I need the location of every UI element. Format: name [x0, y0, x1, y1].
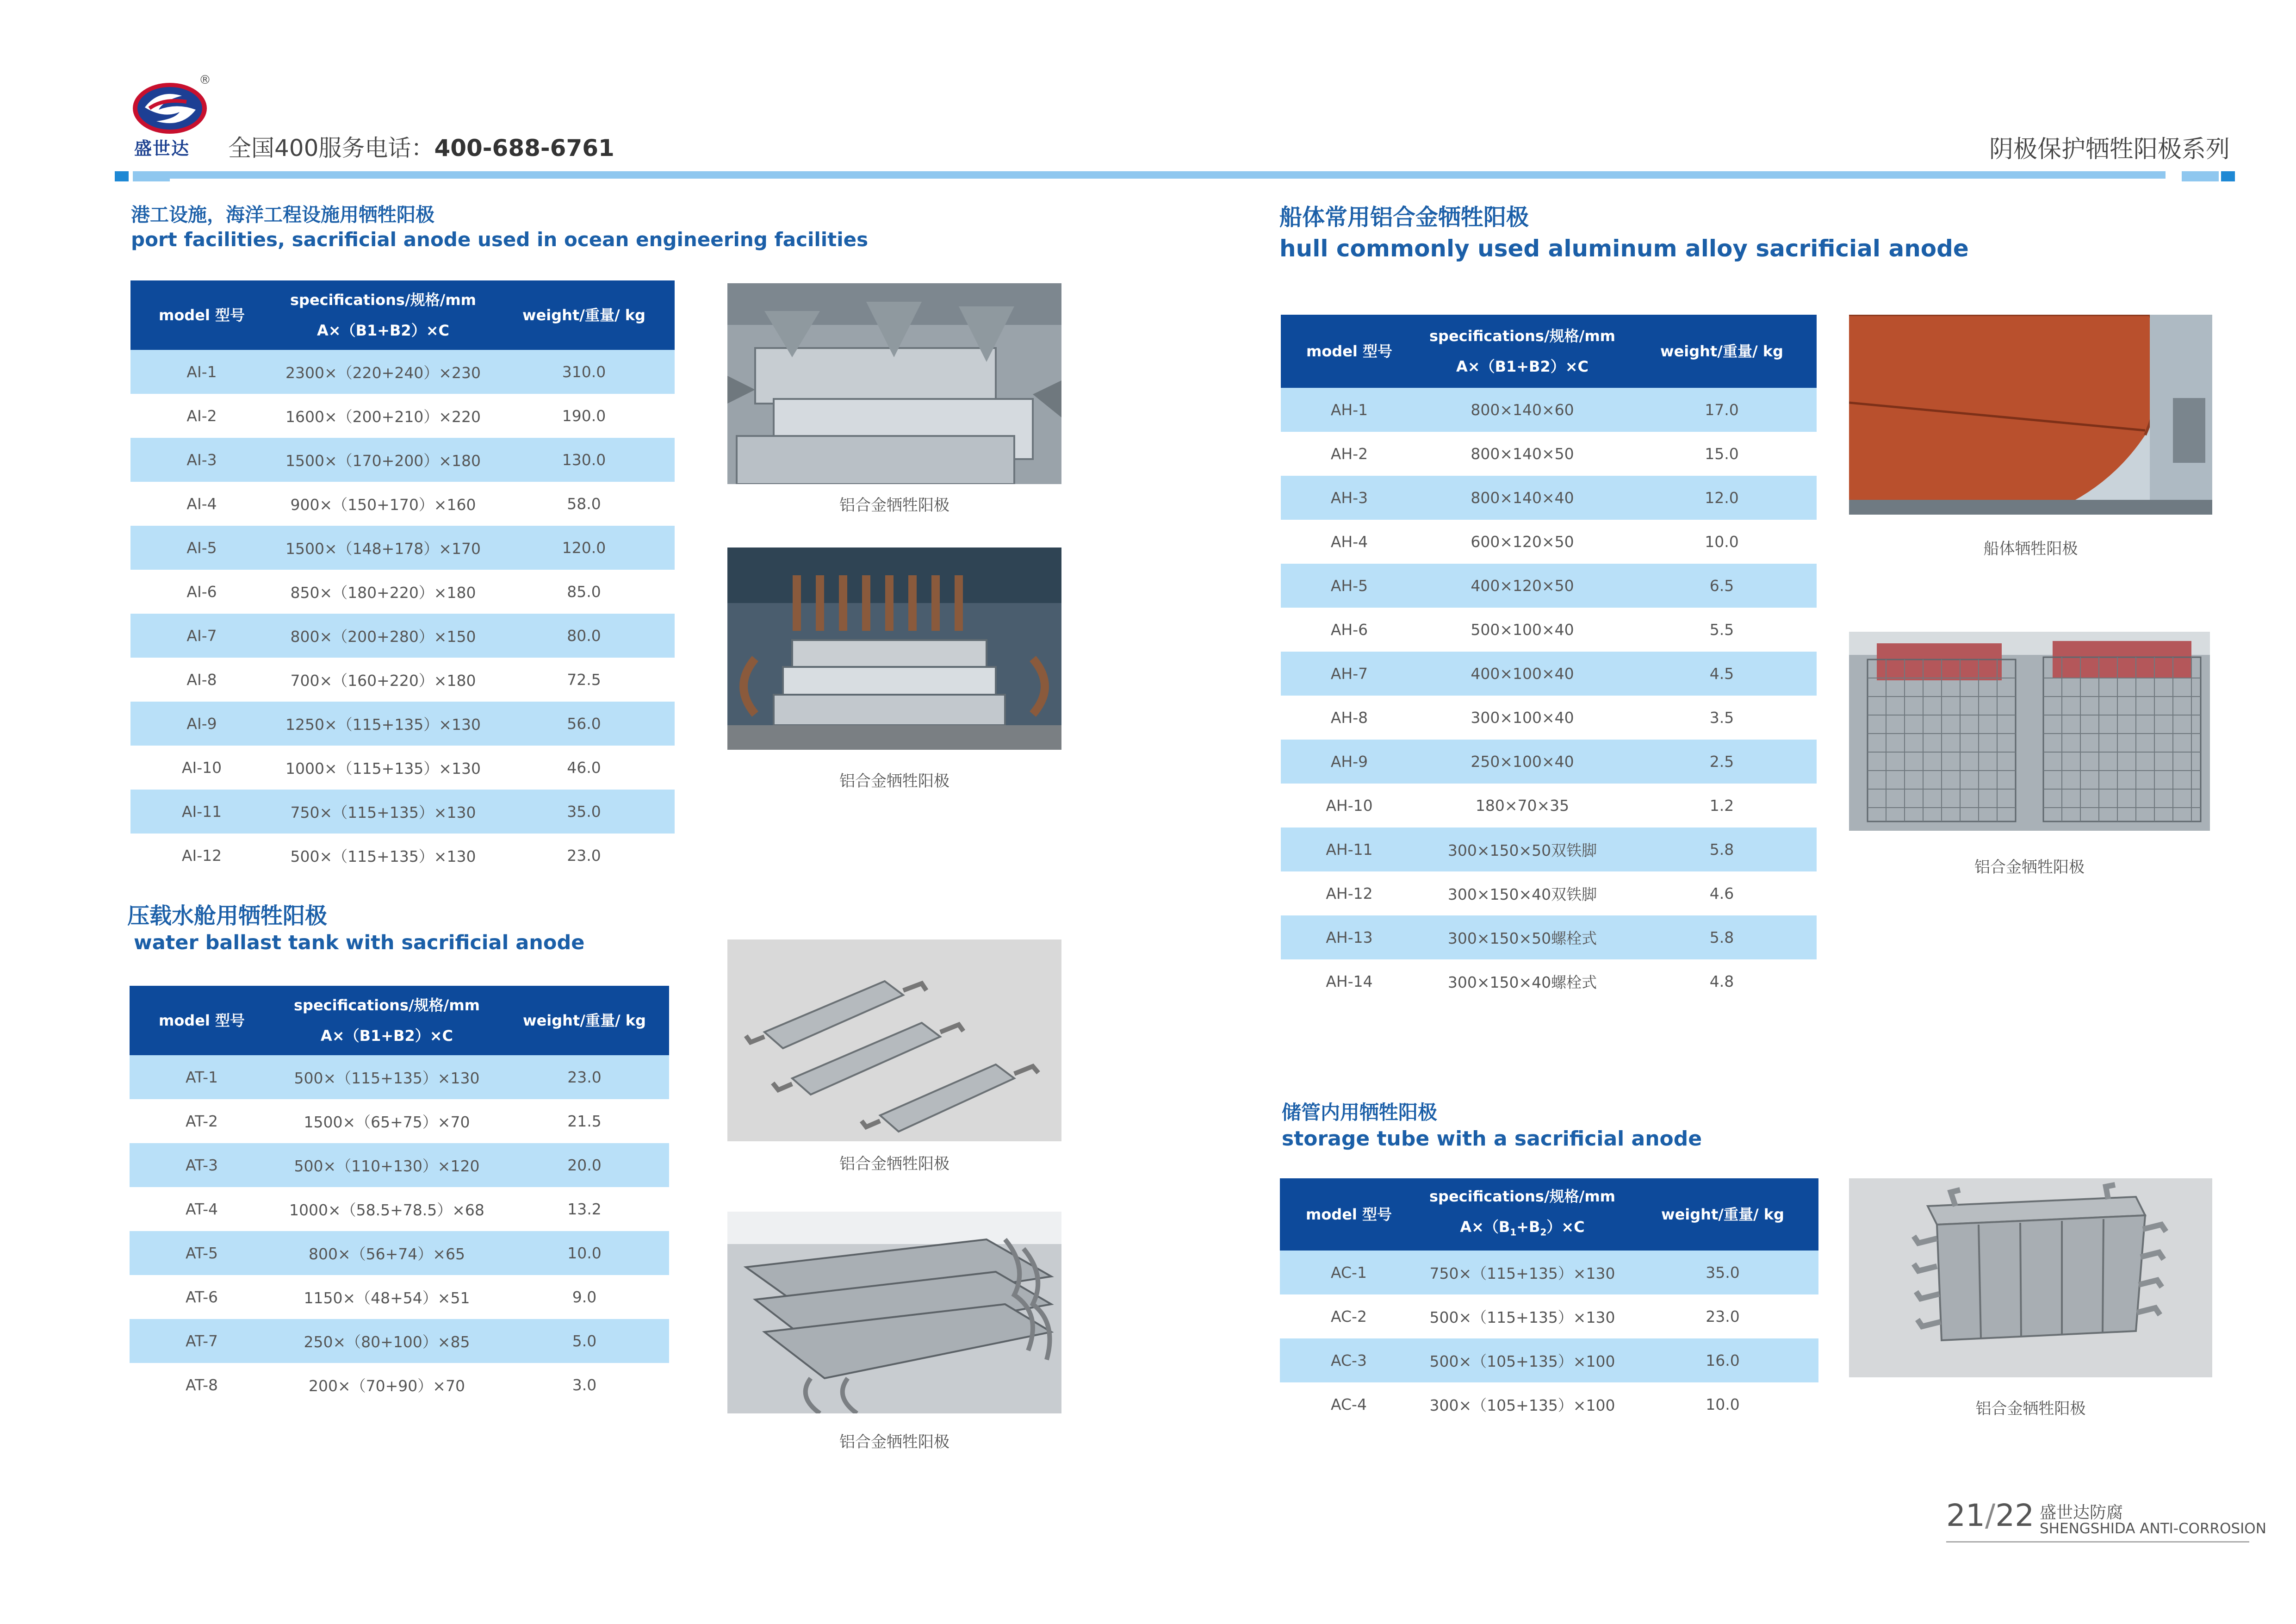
- cell-model: AT-6: [130, 1275, 274, 1319]
- anode-pile-image: [727, 1212, 1061, 1413]
- cell-weight: 85.0: [493, 570, 675, 614]
- cell-model: AT-2: [130, 1099, 274, 1143]
- table-row: [130, 614, 675, 658]
- cell-weight: 2.5: [1627, 740, 1817, 784]
- photo-storage-tube-anode: [1849, 1178, 2212, 1377]
- cell-specification: 500×（105+135）×100: [1418, 1338, 1627, 1382]
- ballast-title-en: water ballast tank with sacrificial anode: [134, 931, 585, 954]
- cell-model: AH-6: [1281, 608, 1418, 652]
- spec-sub-mid: +B: [1516, 1218, 1540, 1236]
- cell-model: AI-11: [130, 790, 273, 834]
- cell-model: AH-10: [1281, 784, 1418, 828]
- cell-model: AI-8: [130, 658, 273, 702]
- cell-weight: 21.5: [500, 1099, 669, 1143]
- hull-title-en: hull commonly used aluminum alloy sacrificial anode: [1279, 235, 1969, 262]
- table-row: [130, 570, 675, 614]
- table-row: [1280, 1251, 1818, 1294]
- cell-model: AI-4: [130, 482, 273, 526]
- cell-model: AT-3: [130, 1143, 274, 1187]
- header-divider: [153, 171, 2166, 179]
- cell-specification: 600×120×50: [1418, 520, 1627, 564]
- cell-specification: 300×150×50螺栓式: [1418, 915, 1627, 959]
- cell-model: AI-5: [130, 526, 273, 570]
- cell-specification: 2300×（220+240）×230: [273, 350, 493, 394]
- table-row: [130, 790, 675, 834]
- spec-header-line1: specifications/规格/mm: [293, 996, 480, 1014]
- table-row: [130, 1099, 669, 1143]
- cell-specification: 500×（115+135）×130: [273, 834, 493, 877]
- photo-anodes-curved-cores: [727, 548, 1061, 750]
- cell-weight: 6.5: [1627, 564, 1817, 608]
- cell-model: AC-3: [1280, 1338, 1418, 1382]
- page-numbers: [1946, 1498, 2034, 1533]
- port-spec-table: [130, 280, 675, 877]
- col-model: model 型号: [130, 280, 273, 350]
- cell-weight: 5.8: [1627, 915, 1817, 959]
- table-row: [130, 658, 675, 702]
- photo-ballast-anodes: [727, 940, 1061, 1141]
- cell-weight: 10.0: [1627, 1382, 1818, 1426]
- header-accent-left-light: [133, 171, 170, 181]
- cell-model: AT-8: [130, 1363, 274, 1407]
- table-row: [1281, 476, 1817, 520]
- table-row: [130, 1231, 669, 1275]
- spec-header-line2: A×（B1+B2）×C: [320, 1027, 453, 1045]
- table-row: [1280, 1338, 1818, 1382]
- cell-weight: 17.0: [1627, 388, 1817, 432]
- page-left: 21: [1946, 1498, 1985, 1533]
- spec-sub-1: 1: [1510, 1226, 1517, 1238]
- spec-sub-post: ）×C: [1546, 1218, 1585, 1236]
- cell-weight: 120.0: [493, 526, 675, 570]
- col-specifications: [1418, 315, 1627, 388]
- cell-weight: 3.5: [1627, 696, 1817, 740]
- col-model: model 型号: [1281, 315, 1418, 388]
- col-weight: weight/重量/ kg: [1627, 1178, 1818, 1251]
- caption-photo3: 铝合金牺牲阳极: [839, 1155, 949, 1173]
- cell-weight: 130.0: [493, 438, 675, 482]
- port-section-title: [131, 203, 868, 253]
- cell-specification: 900×（150+170）×160: [273, 482, 493, 526]
- company-logo: [131, 75, 209, 140]
- cell-specification: 800×140×60: [1418, 388, 1627, 432]
- table-row: [130, 438, 675, 482]
- cell-model: AC-2: [1280, 1294, 1418, 1338]
- footer-company-cn: 盛世达防腐: [2040, 1503, 2123, 1522]
- hull-title-cn: 船体常用铝合金牺牲阳极: [1279, 204, 1529, 230]
- photo-anodes-in-crates: [1849, 632, 2210, 831]
- cell-model: AT-4: [130, 1187, 274, 1231]
- cell-specification: 1250×（115+135）×130: [273, 702, 493, 746]
- cell-weight: 13.2: [500, 1187, 669, 1231]
- photo-aluminum-blocks: [727, 283, 1061, 484]
- cell-model: AH-5: [1281, 564, 1418, 608]
- caption-photo4: 铝合金牺牲阳极: [839, 1433, 949, 1451]
- cell-specification: 400×100×40: [1418, 652, 1627, 696]
- cell-specification: 500×（110+130）×120: [274, 1143, 500, 1187]
- cell-weight: 10.0: [500, 1231, 669, 1275]
- cell-model: AI-3: [130, 438, 273, 482]
- cell-specification: 1000×（58.5+78.5）×68: [274, 1187, 500, 1231]
- spec-header-line1: specifications/规格/mm: [290, 291, 477, 309]
- cell-model: AH-12: [1281, 871, 1418, 915]
- cell-specification: 300×150×40双铁脚: [1418, 871, 1627, 915]
- table-row: [1280, 1382, 1818, 1426]
- cell-model: AH-7: [1281, 652, 1418, 696]
- cell-model: AH-1: [1281, 388, 1418, 432]
- table-row: [130, 1363, 669, 1407]
- cell-weight: 46.0: [493, 746, 675, 790]
- service-hotline: [228, 130, 614, 163]
- caption-photo7: 铝合金牺牲阳极: [1975, 1400, 2086, 1418]
- cell-model: AH-14: [1281, 959, 1418, 1003]
- brand-name: 盛世达: [134, 138, 190, 159]
- spec-header-line1: specifications/规格/mm: [1429, 1188, 1616, 1206]
- cell-specification: 250×100×40: [1418, 740, 1627, 784]
- cell-specification: 180×70×35: [1418, 784, 1627, 828]
- col-model: model 型号: [1280, 1178, 1418, 1251]
- cell-specification: 250×（80+100）×85: [274, 1319, 500, 1363]
- cell-model: AH-8: [1281, 696, 1418, 740]
- cell-specification: 300×150×50双铁脚: [1418, 828, 1627, 871]
- cell-weight: 4.5: [1627, 652, 1817, 696]
- hotline-number: 400-688-6761: [434, 135, 614, 162]
- cell-weight: 16.0: [1627, 1338, 1818, 1382]
- cell-weight: 35.0: [1627, 1251, 1818, 1294]
- table-row: [130, 394, 675, 438]
- table-header-row: [130, 986, 669, 1055]
- cell-model: AT-7: [130, 1319, 274, 1363]
- registered-mark: ®: [199, 73, 211, 87]
- cell-model: AI-6: [130, 570, 273, 614]
- cell-specification: 800×140×50: [1418, 432, 1627, 476]
- cell-weight: 310.0: [493, 350, 675, 394]
- table-row: [130, 482, 675, 526]
- cell-weight: 10.0: [1627, 520, 1817, 564]
- hotline-label: 全国400服务电话：: [228, 135, 434, 162]
- table-row: [130, 526, 675, 570]
- cell-specification: 750×（115+135）×130: [273, 790, 493, 834]
- port-title-en: port facilities, sacrificial anode used in ocean engineering facilities: [131, 228, 869, 251]
- cell-weight: 23.0: [1627, 1294, 1818, 1338]
- table-row: [1281, 608, 1817, 652]
- ballast-title-cn: 压载水舱用牺牲阳极: [127, 903, 328, 929]
- photo-anode-pile: [727, 1212, 1061, 1413]
- table-row: [130, 1187, 669, 1231]
- cell-weight: 190.0: [493, 394, 675, 438]
- ballast-section-title: [127, 902, 584, 956]
- col-specifications: [273, 280, 493, 350]
- cell-model: AC-1: [1280, 1251, 1418, 1294]
- ship-hull-image: [1849, 315, 2212, 515]
- table-row: [1280, 1294, 1818, 1338]
- cell-specification: 500×（115+135）×130: [1418, 1294, 1627, 1338]
- table-row: [1281, 388, 1817, 432]
- port-title-cn: 港工设施，海洋工程设施用牺牲阳极: [131, 204, 434, 226]
- cell-model: AI-12: [130, 834, 273, 877]
- page-slash: /: [1985, 1498, 1996, 1533]
- cell-specification: 200×（70+90）×70: [274, 1363, 500, 1407]
- cell-model: AT-5: [130, 1231, 274, 1275]
- ballast-anodes-image: [727, 940, 1061, 1141]
- cell-weight: 56.0: [493, 702, 675, 746]
- cell-model: AI-9: [130, 702, 273, 746]
- cell-weight: 12.0: [1627, 476, 1817, 520]
- cell-model: AT-1: [130, 1055, 274, 1099]
- table-row: [1281, 696, 1817, 740]
- caption-photo1: 铝合金牺牲阳极: [839, 496, 949, 515]
- spec-header-line2-subscript: [1418, 1212, 1627, 1247]
- cell-specification: 800×（200+280）×150: [273, 614, 493, 658]
- spec-header-line2: A×（B1+B2）×C: [1456, 358, 1589, 375]
- storage-tube-anode-image: [1849, 1178, 2212, 1377]
- col-specifications: [274, 986, 500, 1055]
- cell-model: AI-2: [130, 394, 273, 438]
- table-row: [130, 1319, 669, 1363]
- caption-photo2: 铝合金牺牲阳极: [839, 772, 949, 790]
- cell-specification: 400×120×50: [1418, 564, 1627, 608]
- page-right: 22: [1995, 1498, 2035, 1533]
- cell-model: AH-11: [1281, 828, 1418, 871]
- spec-header-line1: specifications/规格/mm: [1429, 327, 1616, 345]
- cell-weight: 1.2: [1627, 784, 1817, 828]
- table-row: [1281, 915, 1817, 959]
- header-accent-right-light: [2182, 171, 2219, 181]
- hull-section-title: [1279, 202, 1969, 264]
- cell-model: AI-10: [130, 746, 273, 790]
- cell-specification: 1500×（65+75）×70: [274, 1099, 500, 1143]
- table-row: [1281, 432, 1817, 476]
- table-row: [130, 1143, 669, 1187]
- cell-specification: 500×（115+135）×130: [274, 1055, 500, 1099]
- cell-model: AH-13: [1281, 915, 1418, 959]
- cell-weight: 3.0: [500, 1363, 669, 1407]
- aluminum-blocks-image: [727, 283, 1061, 484]
- storage-title-cn: 储管内用牺牲阳极: [1282, 1101, 1438, 1124]
- cell-model: AH-9: [1281, 740, 1418, 784]
- col-specifications: [1418, 1178, 1627, 1251]
- storage-section-title: [1282, 1100, 1702, 1152]
- table-header-row: [1281, 315, 1817, 388]
- table-row: [130, 746, 675, 790]
- table-header-row: [130, 280, 675, 350]
- header-accent-right-dark: [2221, 171, 2235, 181]
- table-header-row: [1280, 1178, 1818, 1251]
- cell-weight: 5.8: [1627, 828, 1817, 871]
- cell-specification: 700×（160+220）×180: [273, 658, 493, 702]
- cell-specification: 1600×（200+210）×220: [273, 394, 493, 438]
- caption-photo6: 铝合金牺牲阳极: [1974, 858, 2085, 877]
- cell-weight: 80.0: [493, 614, 675, 658]
- col-weight: weight/重量/ kg: [493, 280, 675, 350]
- storage-spec-table: [1280, 1178, 1818, 1426]
- table-row: [1281, 959, 1817, 1003]
- footer-company-en: SHENGSHIDA ANTI-CORROSION: [2040, 1520, 2266, 1537]
- col-model: model 型号: [130, 986, 274, 1055]
- cell-weight: 9.0: [500, 1275, 669, 1319]
- hull-spec-table: [1281, 315, 1817, 1003]
- table-row: [1281, 564, 1817, 608]
- cell-weight: 15.0: [1627, 432, 1817, 476]
- table-row: [1281, 828, 1817, 871]
- spec-header-line2: A×（B1+B2）×C: [316, 322, 449, 339]
- col-weight: weight/重量/ kg: [1627, 315, 1817, 388]
- cell-weight: 5.5: [1627, 608, 1817, 652]
- cell-specification: 300×150×40螺栓式: [1418, 959, 1627, 1003]
- caption-photo5: 船体牺牲阳极: [1983, 540, 2078, 558]
- cell-specification: 850×（180+220）×180: [273, 570, 493, 614]
- cell-weight: 23.0: [500, 1055, 669, 1099]
- cell-specification: 300×100×40: [1418, 696, 1627, 740]
- cell-model: AC-4: [1280, 1382, 1418, 1426]
- photo-ship-hull: [1849, 315, 2212, 515]
- cell-model: AI-1: [130, 350, 273, 394]
- cell-specification: 1150×（48+54）×51: [274, 1275, 500, 1319]
- col-weight: weight/重量/ kg: [500, 986, 669, 1055]
- cell-specification: 1500×（148+178）×170: [273, 526, 493, 570]
- table-row: [130, 834, 675, 877]
- cell-weight: 4.8: [1627, 959, 1817, 1003]
- cell-weight: 23.0: [493, 834, 675, 877]
- cell-specification: 1500×（170+200）×180: [273, 438, 493, 482]
- table-row: [1281, 871, 1817, 915]
- table-row: [1281, 652, 1817, 696]
- cell-model: AH-4: [1281, 520, 1418, 564]
- table-row: [130, 1275, 669, 1319]
- cell-specification: 800×（56+74）×65: [274, 1231, 500, 1275]
- table-row: [130, 350, 675, 394]
- cell-weight: 20.0: [500, 1143, 669, 1187]
- anodes-in-crates-image: [1849, 632, 2210, 831]
- table-row: [1281, 740, 1817, 784]
- spec-sub-2: 2: [1540, 1226, 1547, 1238]
- table-row: [1281, 784, 1817, 828]
- cell-weight: 72.5: [493, 658, 675, 702]
- cell-weight: 35.0: [493, 790, 675, 834]
- spec-sub-pre: A×（B: [1460, 1218, 1510, 1236]
- storage-title-en: storage tube with a sacrificial anode: [1282, 1127, 1702, 1151]
- cell-weight: 5.0: [500, 1319, 669, 1363]
- table-row: [130, 1055, 669, 1099]
- cell-specification: 750×（115+135）×130: [1418, 1251, 1627, 1294]
- ballast-spec-table: [130, 986, 669, 1407]
- cell-model: AH-3: [1281, 476, 1418, 520]
- cell-weight: 58.0: [493, 482, 675, 526]
- cell-model: AI-7: [130, 614, 273, 658]
- series-title: 阴极保护牺牲阳极系列: [1989, 136, 2230, 163]
- table-row: [1281, 520, 1817, 564]
- header-accent-left-dark: [115, 171, 129, 181]
- cell-weight: 4.6: [1627, 871, 1817, 915]
- cell-model: AH-2: [1281, 432, 1418, 476]
- footer-underline: [1946, 1541, 2249, 1543]
- table-row: [130, 702, 675, 746]
- cell-specification: 800×140×40: [1418, 476, 1627, 520]
- cell-specification: 1000×（115+135）×130: [273, 746, 493, 790]
- anodes-curved-cores-image: [727, 548, 1061, 750]
- cell-specification: 500×100×40: [1418, 608, 1627, 652]
- cell-specification: 300×（105+135）×100: [1418, 1382, 1627, 1426]
